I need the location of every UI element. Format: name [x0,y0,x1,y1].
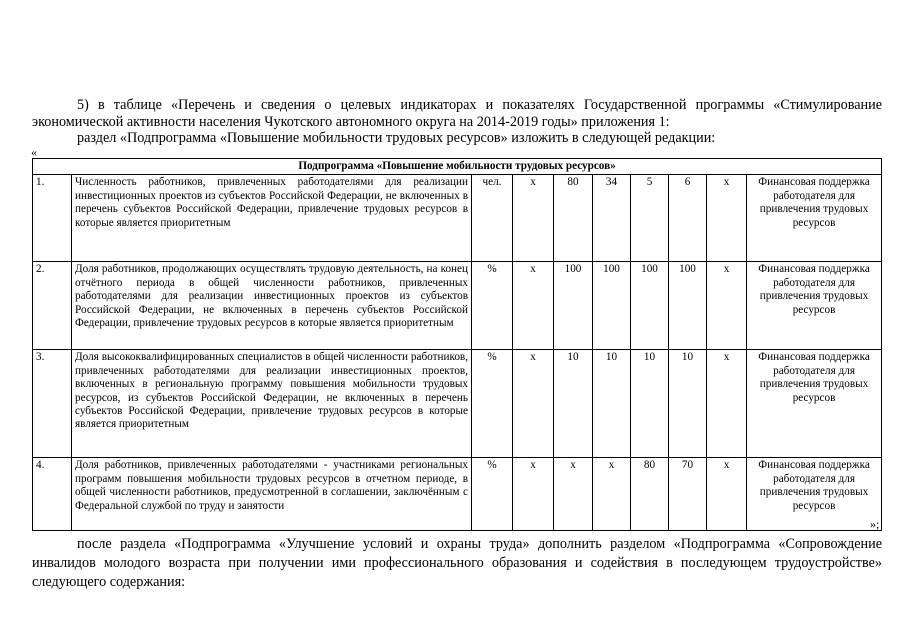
value-cell: х [707,458,747,531]
indicator-name: Доля работников, привлеченных работодателями - участниками региональных программ повышения мобильности трудовых ресурсов в отчетном периоде, в общей численности работников, предусмотренной в соглашении, заключённым с Федеральной службой по труду и занятости [72,458,472,531]
measure-cell: Финансовая поддержка работодателя для привлечения трудовых ресурсов [747,458,882,531]
value-cell: х [513,350,554,458]
indicators-table [32,158,882,531]
unit-cell: % [472,458,513,531]
table-header-row [33,159,882,175]
value-cell: 5 [631,175,669,262]
value-cell: 100 [554,262,593,350]
table-row [33,458,882,531]
value-cell: 80 [554,175,593,262]
table-row [33,262,882,350]
value-cell: х [513,262,554,350]
value-cell: 70 [669,458,707,531]
closing-quote: »; [870,517,880,531]
unit-cell: % [472,262,513,350]
value-cell: х [513,175,554,262]
value-cell: х [707,175,747,262]
value-cell: х [554,458,593,531]
indicator-name: Доля работников, продолжающих осуществлять трудовую деятельность, на конец отчётного периода в общей численности работников, привлеченных работодателями для реализации инвестиционных проектов из субъектов Российской Федерации, не включенных в перечень субъектов Российской Федерации, привлечение трудовых ресурсов в которые является приоритетным [72,262,472,350]
value-cell: 6 [669,175,707,262]
row-number: 1. [33,175,72,262]
indicator-name: Доля высококвалифицированных специалистов в общей численности работников, привлеченных работодателями для реализации инвестиционных проектов, включенных в региональную программу повышения мобильности трудовых ресурсов, из субъектов Российской Федерации, не включенных в перечень субъектов Российской Федерации, привлечение трудовых ресурсов в которые является приоритетным [72,350,472,458]
row-number: 2. [33,262,72,350]
measure-cell: Финансовая поддержка работодателя для привлечения трудовых ресурсов [747,262,882,350]
opening-quote: « [31,145,37,159]
intro-paragraph: 5) в таблице «Перечень и сведения о целевых индикаторах и показателях Государственной программы «Стимулирование экономической активности населения Чукотского автономного округа на 2014-2019 годы» приложения 1: [32,97,882,130]
row-number: 4. [33,458,72,531]
indicator-name: Численность работников, привлеченных работодателями для реализации инвестиционных проектов из субъектов Российской Федерации, не включенных в перечень субъектов Российской Федерации, привлечение трудовых ресурсов в которые является приоритетным [72,175,472,262]
value-cell: 80 [631,458,669,531]
value-cell: 100 [669,262,707,350]
value-cell: 10 [669,350,707,458]
unit-cell: % [472,350,513,458]
value-cell: х [707,262,747,350]
table-row [33,350,882,458]
value-cell: 34 [593,175,631,262]
row-number: 3. [33,350,72,458]
value-cell: 10 [593,350,631,458]
section-paragraph: раздел «Подпрограмма «Повышение мобильности трудовых ресурсов» изложить в следующей редакции: [77,130,716,146]
measure-cell: Финансовая поддержка работодателя для привлечения трудовых ресурсов [747,175,882,262]
value-cell: х [513,458,554,531]
value-cell: 100 [593,262,631,350]
table-header: Подпрограмма «Повышение мобильности трудовых ресурсов» [33,159,882,175]
measure-cell: Финансовая поддержка работодателя для привлечения трудовых ресурсов [747,350,882,458]
unit-cell: чел. [472,175,513,262]
value-cell: х [593,458,631,531]
table-row [33,175,882,262]
value-cell: 10 [631,350,669,458]
value-cell: 100 [631,262,669,350]
after-paragraph: после раздела «Подпрограмма «Улучшение условий и охраны труда» дополнить разделом «Подпрограмма «Сопровождение инвалидов молодого возраста при получении ими профессионального образования и содействия в последующем трудоустройстве» следующего содержания: [32,536,882,590]
value-cell: 10 [554,350,593,458]
value-cell: х [707,350,747,458]
